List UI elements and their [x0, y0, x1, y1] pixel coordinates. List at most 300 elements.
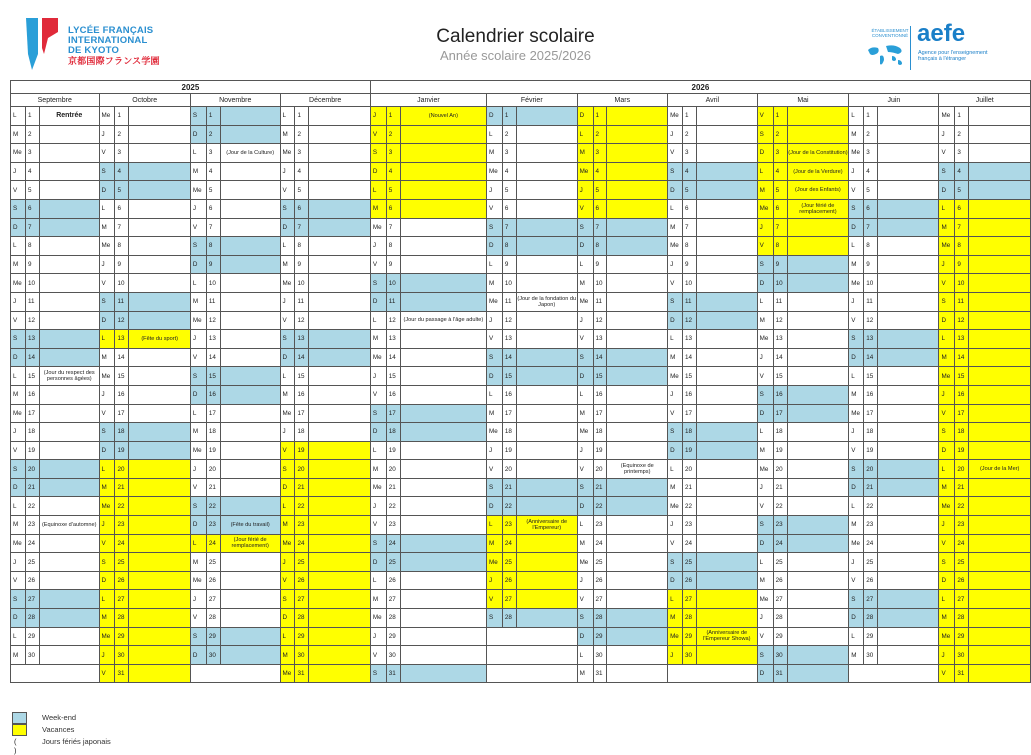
calendar-row [11, 330, 1031, 349]
empty-cell [190, 664, 280, 683]
day-number-cell: 17 [295, 404, 309, 423]
day-number-cell: 19 [206, 441, 220, 460]
calendar-row [11, 367, 1031, 386]
day-note-cell [220, 423, 280, 442]
day-note-cell [220, 162, 280, 181]
day-number-cell: 15 [773, 367, 787, 386]
weekday-cell: J [757, 609, 773, 628]
day-number-cell: 17 [864, 404, 878, 423]
weekday-cell: D [668, 181, 683, 200]
day-note-cell [309, 199, 370, 218]
day-note-cell [220, 255, 280, 274]
weekday-cell: Me [280, 144, 295, 163]
day-note-cell [696, 348, 757, 367]
weekday-cell: S [757, 125, 773, 144]
day-note-cell [696, 237, 757, 256]
weekday-cell: D [486, 497, 502, 516]
day-note-cell [969, 237, 1031, 256]
weekday-cell: Me [370, 609, 386, 628]
day-number-cell: 5 [683, 181, 697, 200]
day-number-cell: 11 [206, 292, 220, 311]
weekday-cell: V [939, 664, 955, 683]
weekday-cell: Me [668, 627, 683, 646]
day-note-cell [129, 590, 190, 609]
holiday-cell: (Jour de la Mer) [969, 460, 1031, 479]
day-note-cell [878, 497, 939, 516]
day-note-cell [129, 460, 190, 479]
day-number-cell: 8 [502, 237, 516, 256]
day-note-cell [607, 627, 668, 646]
day-number-cell: 10 [864, 274, 878, 293]
day-number-cell: 23 [683, 516, 697, 535]
weekday-cell: D [577, 237, 593, 256]
weekday-cell: D [11, 609, 26, 628]
weekday-cell: Me [99, 237, 115, 256]
weekday-cell: L [668, 590, 683, 609]
day-note-cell [696, 441, 757, 460]
holiday-cell: (Jour de la Constitution) [787, 144, 849, 163]
day-note-cell [878, 534, 939, 553]
day-note-cell [969, 125, 1031, 144]
day-number-cell: 30 [115, 646, 129, 665]
legend-weekend-label: Week-end [42, 713, 77, 722]
calendar-row [11, 107, 1031, 126]
weekday-cell: L [939, 199, 955, 218]
day-number-cell: 6 [206, 199, 220, 218]
day-note-cell [400, 348, 486, 367]
calendar-row [11, 423, 1031, 442]
weekday-cell: M [486, 144, 502, 163]
day-note-cell [607, 107, 668, 126]
day-note-cell [878, 609, 939, 628]
weekday-cell: S [939, 553, 955, 572]
day-number-cell: 9 [502, 255, 516, 274]
day-number-cell: 19 [115, 441, 129, 460]
day-note-cell [309, 330, 370, 349]
weekday-cell: L [99, 199, 115, 218]
day-number-cell: 20 [386, 460, 400, 479]
day-note-cell [39, 646, 99, 665]
day-number-cell: 14 [864, 348, 878, 367]
weekday-cell: V [190, 609, 206, 628]
day-number-cell: 17 [683, 404, 697, 423]
day-number-cell: 26 [683, 571, 697, 590]
weekday-cell: M [849, 125, 864, 144]
day-note-cell [969, 497, 1031, 516]
weekday-cell: Me [849, 144, 864, 163]
day-number-cell: 16 [864, 385, 878, 404]
day-number-cell: 24 [773, 534, 787, 553]
day-number-cell: 16 [683, 385, 697, 404]
day-note-cell [516, 423, 577, 442]
day-note-cell [220, 274, 280, 293]
weekday-cell: S [280, 330, 295, 349]
day-note-cell [516, 478, 577, 497]
day-note-cell [787, 460, 849, 479]
day-note-cell [400, 144, 486, 163]
day-number-cell: 6 [683, 199, 697, 218]
day-note-cell [220, 199, 280, 218]
weekday-cell: V [577, 460, 593, 479]
weekday-cell: L [280, 237, 295, 256]
day-number-cell: 6 [502, 199, 516, 218]
empty-cell [486, 664, 577, 683]
weekday-cell: J [190, 590, 206, 609]
weekday-cell: J [668, 646, 683, 665]
day-number-cell: 29 [386, 627, 400, 646]
day-note-cell [969, 646, 1031, 665]
day-number-cell: 7 [115, 218, 129, 237]
day-note-cell [309, 107, 370, 126]
weekday-cell: D [190, 125, 206, 144]
day-number-cell: 30 [955, 646, 969, 665]
day-note-cell [878, 441, 939, 460]
day-number-cell: 15 [683, 367, 697, 386]
weekday-cell: L [577, 385, 593, 404]
day-note-cell [607, 125, 668, 144]
weekday-cell: J [939, 516, 955, 535]
day-note-cell [309, 274, 370, 293]
day-number-cell: 3 [864, 144, 878, 163]
day-number-cell: 8 [206, 237, 220, 256]
day-number-cell: 21 [115, 478, 129, 497]
day-note-cell [516, 255, 577, 274]
weekday-cell: S [280, 199, 295, 218]
calendar-row [11, 497, 1031, 516]
day-number-cell: 1 [773, 107, 787, 126]
day-note-cell [607, 330, 668, 349]
day-number-cell: 21 [773, 478, 787, 497]
month-header-7: Avril [668, 94, 758, 107]
weekday-cell: L [577, 255, 593, 274]
day-note-cell [309, 292, 370, 311]
day-number-cell: 24 [206, 534, 220, 553]
weekday-cell: S [370, 274, 386, 293]
weekday-cell: Me [280, 664, 295, 683]
day-number-cell: 18 [593, 423, 607, 442]
day-number-cell: 20 [955, 460, 969, 479]
day-number-cell: 25 [955, 553, 969, 572]
day-number-cell: 18 [773, 423, 787, 442]
day-note-cell [220, 348, 280, 367]
weekday-cell: S [99, 292, 115, 311]
day-number-cell: 5 [864, 181, 878, 200]
day-number-cell: 4 [295, 162, 309, 181]
page-title: Calendrier scolaire [436, 26, 595, 47]
weekday-cell: S [190, 627, 206, 646]
day-note-cell [39, 274, 99, 293]
weekday-cell: V [849, 441, 864, 460]
day-note-cell [696, 274, 757, 293]
day-note-cell [878, 162, 939, 181]
weekday-cell: J [280, 292, 295, 311]
day-note-cell [129, 218, 190, 237]
weekday-cell: D [757, 534, 773, 553]
day-note-cell [516, 367, 577, 386]
day-note-cell [39, 627, 99, 646]
weekday-cell: Me [190, 571, 206, 590]
calendar-row [11, 609, 1031, 628]
day-number-cell: 1 [955, 107, 969, 126]
weekday-cell: J [939, 385, 955, 404]
calendar-row [11, 162, 1031, 181]
day-number-cell: 20 [683, 460, 697, 479]
day-number-cell: 7 [206, 218, 220, 237]
day-note-cell [400, 199, 486, 218]
day-note-cell [220, 404, 280, 423]
day-note-cell [39, 497, 99, 516]
weekday-cell: L [280, 627, 295, 646]
day-note-cell [400, 571, 486, 590]
day-number-cell: 23 [25, 516, 39, 535]
day-note-cell [220, 181, 280, 200]
day-note-cell [787, 534, 849, 553]
day-note-cell [696, 478, 757, 497]
weekday-cell: L [99, 460, 115, 479]
weekday-cell: L [757, 292, 773, 311]
day-number-cell: 29 [864, 627, 878, 646]
day-number-cell: 29 [115, 627, 129, 646]
weekday-cell: L [668, 199, 683, 218]
day-note-cell [39, 125, 99, 144]
day-note-cell [607, 571, 668, 590]
weekday-cell: D [280, 478, 295, 497]
day-note-cell [309, 181, 370, 200]
day-note-cell [129, 348, 190, 367]
day-number-cell: 2 [864, 125, 878, 144]
weekday-cell: V [99, 664, 115, 683]
day-note-cell [696, 162, 757, 181]
weekday-cell: L [190, 404, 206, 423]
weekday-cell: D [190, 385, 206, 404]
legend-vacation-swatch [12, 724, 27, 736]
day-number-cell: 3 [683, 144, 697, 163]
day-number-cell: 25 [295, 553, 309, 572]
day-note-cell [969, 255, 1031, 274]
holiday-cell: (Anniversaire de l'Empereur) [516, 516, 577, 535]
weekday-cell: S [280, 460, 295, 479]
weekday-cell: M [757, 571, 773, 590]
day-note-cell [400, 627, 486, 646]
day-note-cell [39, 460, 99, 479]
day-number-cell: 7 [864, 218, 878, 237]
day-note-cell [400, 404, 486, 423]
day-number-cell: 1 [683, 107, 697, 126]
day-number-cell: 17 [206, 404, 220, 423]
day-number-cell: 29 [773, 627, 787, 646]
weekday-cell: L [939, 590, 955, 609]
weekday-cell: M [11, 516, 26, 535]
day-number-cell: 7 [502, 218, 516, 237]
weekday-cell: V [668, 144, 683, 163]
day-number-cell: 3 [593, 144, 607, 163]
weekday-cell: V [757, 627, 773, 646]
day-number-cell: 21 [295, 478, 309, 497]
weekday-cell: L [190, 274, 206, 293]
weekday-cell: V [486, 590, 502, 609]
day-note-cell [516, 199, 577, 218]
legend-vacation-label: Vacances [42, 725, 75, 734]
weekday-cell: L [849, 497, 864, 516]
day-number-cell: 13 [773, 330, 787, 349]
day-note-cell [787, 553, 849, 572]
weekday-cell: Me [668, 107, 683, 126]
day-number-cell: 29 [206, 627, 220, 646]
weekday-cell: D [849, 218, 864, 237]
day-note-cell [129, 664, 190, 683]
weekday-cell: M [486, 534, 502, 553]
day-number-cell: 7 [683, 218, 697, 237]
day-note-cell [516, 218, 577, 237]
day-note-cell [787, 590, 849, 609]
year-2025-header: 2025 [11, 81, 371, 94]
weekday-cell: V [757, 237, 773, 256]
weekday-cell: V [486, 460, 502, 479]
day-note-cell [400, 478, 486, 497]
day-number-cell: 1 [593, 107, 607, 126]
weekday-cell: L [757, 423, 773, 442]
day-number-cell: 7 [295, 218, 309, 237]
day-number-cell: 22 [864, 497, 878, 516]
weekday-cell: M [849, 646, 864, 665]
day-note-cell [129, 646, 190, 665]
day-note-cell [220, 478, 280, 497]
day-number-cell: 17 [25, 404, 39, 423]
day-note-cell [220, 367, 280, 386]
day-number-cell: 10 [386, 274, 400, 293]
day-number-cell: 4 [593, 162, 607, 181]
day-number-cell: 15 [206, 367, 220, 386]
day-number-cell: 18 [955, 423, 969, 442]
day-note-cell [696, 609, 757, 628]
day-number-cell: 1 [206, 107, 220, 126]
day-number-cell: 18 [115, 423, 129, 442]
day-number-cell: 2 [386, 125, 400, 144]
rentree-cell: Rentrée [39, 107, 99, 126]
weekday-cell: M [99, 348, 115, 367]
day-note-cell [129, 181, 190, 200]
weekday-cell: S [486, 478, 502, 497]
day-note-cell [969, 664, 1031, 683]
day-number-cell: 23 [864, 516, 878, 535]
weekday-cell: S [370, 404, 386, 423]
day-note-cell [39, 571, 99, 590]
weekday-cell: S [849, 330, 864, 349]
day-number-cell: 16 [502, 385, 516, 404]
weekday-cell: V [577, 330, 593, 349]
weekday-cell: D [280, 218, 295, 237]
day-number-cell: 23 [502, 516, 516, 535]
day-number-cell: 21 [683, 478, 697, 497]
weekday-cell: L [11, 367, 26, 386]
day-note-cell [607, 292, 668, 311]
weekday-cell: L [190, 534, 206, 553]
holiday-cell: (Jour férié de remplacement) [787, 199, 849, 218]
day-number-cell: 23 [386, 516, 400, 535]
weekday-cell: J [849, 423, 864, 442]
weekday-cell: D [190, 646, 206, 665]
day-note-cell [878, 181, 939, 200]
aefe-wordmark: aefe [917, 20, 966, 47]
day-note-cell [696, 107, 757, 126]
weekday-cell: D [370, 162, 386, 181]
day-number-cell: 30 [206, 646, 220, 665]
weekday-cell: Me [280, 404, 295, 423]
day-number-cell: 31 [593, 664, 607, 683]
day-number-cell: 18 [206, 423, 220, 442]
day-note-cell [516, 348, 577, 367]
day-number-cell: 10 [502, 274, 516, 293]
weekday-cell: M [370, 460, 386, 479]
day-note-cell [129, 162, 190, 181]
weekday-cell: J [849, 553, 864, 572]
weekday-cell: M [99, 478, 115, 497]
day-note-cell [129, 199, 190, 218]
weekday-cell: S [939, 292, 955, 311]
weekday-cell: V [577, 590, 593, 609]
weekday-cell: D [190, 516, 206, 535]
weekday-cell: M [849, 255, 864, 274]
school-name-line1: LYCÉE FRANÇAIS [68, 25, 154, 36]
day-note-cell [400, 664, 486, 683]
aefe-logo [862, 18, 1002, 76]
calendar-row [11, 590, 1031, 609]
day-number-cell: 22 [773, 497, 787, 516]
day-number-cell: 7 [955, 218, 969, 237]
day-number-cell: 16 [955, 385, 969, 404]
day-note-cell [787, 218, 849, 237]
weekday-cell: M [939, 218, 955, 237]
day-note-cell [969, 423, 1031, 442]
day-number-cell: 28 [683, 609, 697, 628]
day-note-cell [309, 441, 370, 460]
day-number-cell: 20 [864, 460, 878, 479]
day-note-cell [129, 553, 190, 572]
day-note-cell [696, 516, 757, 535]
day-note-cell [400, 237, 486, 256]
day-number-cell: 22 [593, 497, 607, 516]
weekday-cell: S [486, 218, 502, 237]
weekday-cell: V [486, 199, 502, 218]
day-number-cell: 13 [115, 330, 129, 349]
weekday-cell: M [280, 646, 295, 665]
weekday-cell: M [668, 218, 683, 237]
day-number-cell: 8 [25, 237, 39, 256]
day-number-cell: 19 [773, 441, 787, 460]
weekday-cell: D [11, 348, 26, 367]
weekday-cell: L [99, 330, 115, 349]
calendar-row [11, 348, 1031, 367]
day-note-cell [220, 627, 280, 646]
aefe-separator [910, 26, 911, 70]
day-number-cell: 14 [593, 348, 607, 367]
day-number-cell: 6 [25, 199, 39, 218]
day-note-cell [696, 571, 757, 590]
weekday-cell: D [370, 423, 386, 442]
day-note-cell [309, 534, 370, 553]
day-number-cell: 15 [955, 367, 969, 386]
calendar-row [11, 292, 1031, 311]
day-number-cell: 28 [25, 609, 39, 628]
day-note-cell [969, 571, 1031, 590]
day-number-cell: 17 [773, 404, 787, 423]
day-note-cell [400, 255, 486, 274]
day-note-cell [400, 590, 486, 609]
day-number-cell: 12 [683, 311, 697, 330]
day-note-cell [696, 460, 757, 479]
day-note-cell [607, 181, 668, 200]
weekday-cell: V [849, 571, 864, 590]
